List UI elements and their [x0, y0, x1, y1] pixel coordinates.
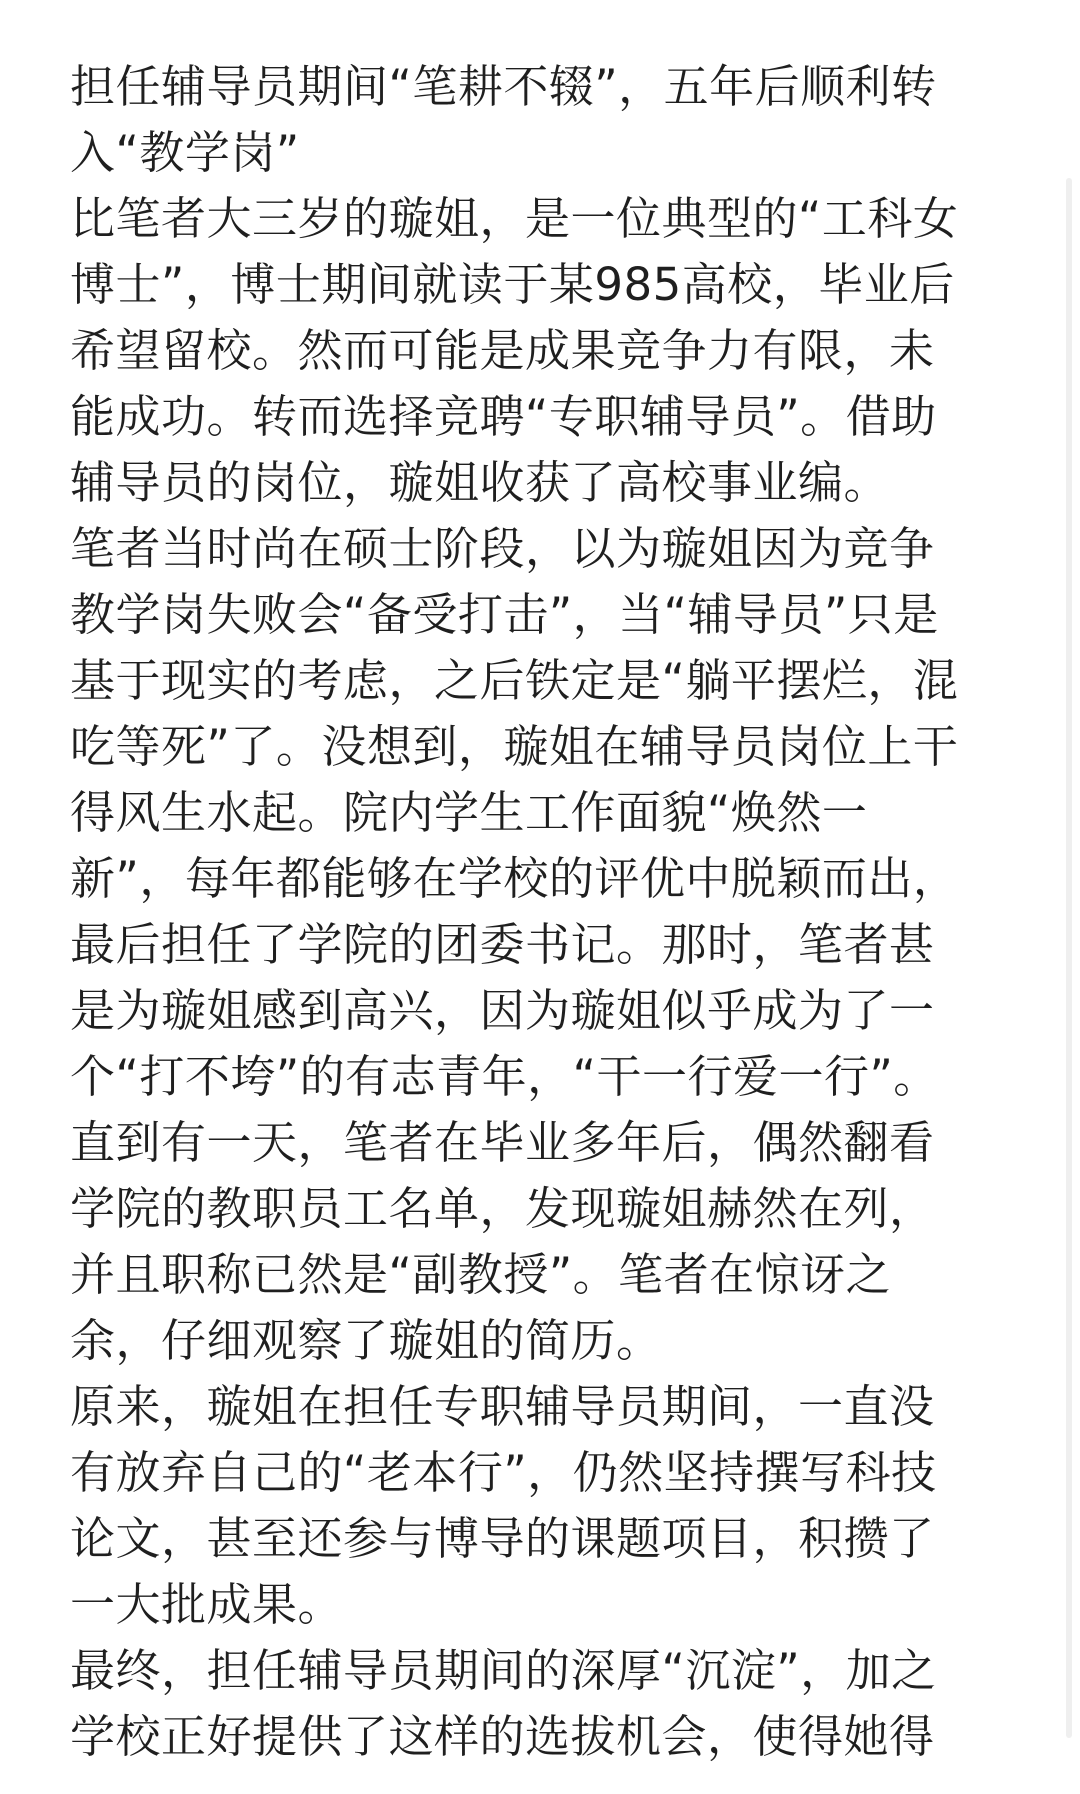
text-line: 最后担任了学院的团委书记。那时，笔者甚: [70, 918, 935, 971]
text-line: 得风生水起。院内学生工作面貌“焕然一: [70, 786, 868, 839]
text-line: 原来，璇姐在担任专职辅导员期间，一直没: [70, 1380, 935, 1433]
text-line: 吃等死”了。没想到，璇姐在辅导员岗位上干: [70, 720, 959, 773]
text-line: 直到有一天，笔者在毕业多年后，偶然翻看: [70, 1116, 935, 1169]
text-line: 有放弃自己的“老本行”，仍然坚持撰写科技: [70, 1446, 937, 1499]
text-line: 学院的教职员工名单，发现璇姐赫然在列，: [70, 1182, 935, 1235]
text-line: 学校正好提供了这样的选拔机会，使得她得: [70, 1710, 935, 1763]
text-line: 辅导员的岗位，璇姐收获了高校事业编。: [70, 456, 890, 509]
text-line: 比笔者大三岁的璇姐，是一位典型的“工科女: [70, 192, 959, 245]
text-line: 担任辅导员期间“笔耕不辍”，五年后顺利转: [70, 60, 937, 113]
scrollbar[interactable]: [1066, 178, 1072, 1738]
text-line: 新”，每年都能够在学校的评优中脱颖而出，: [70, 852, 959, 905]
text-line: 希望留校。然而可能是成果竞争力有限，未: [70, 324, 935, 377]
text-line: 能成功。转而选择竞聘“专职辅导员”。借助: [70, 390, 937, 443]
text-line: 并且职称已然是“副教授”。笔者在惊讶之: [70, 1248, 892, 1301]
text-line: 一大批成果。: [70, 1578, 344, 1631]
text-line: 余，仔细观察了璇姐的简历。: [70, 1314, 662, 1367]
text-line: 博士”，博士期间就读于某985高校，毕业后: [70, 258, 955, 311]
text-line: 教学岗失败会“备受打击”，当“辅导员”只是: [70, 588, 939, 641]
text-line: 个“打不垮”的有志青年，“干一行爱一行”。: [70, 1050, 939, 1103]
text-line: 最终，担任辅导员期间的深厚“沉淀”，加之: [70, 1644, 937, 1697]
text-line: 基于现实的考虑，之后铁定是“躺平摆烂，混: [70, 654, 959, 707]
text-line: 论文，甚至还参与博导的课题项目，积攒了: [70, 1512, 935, 1565]
text-line: 笔者当时尚在硕士阶段，以为璇姐因为竞争: [70, 522, 935, 575]
text-line: 是为璇姐感到高兴，因为璇姐似乎成为了一: [70, 984, 935, 1037]
article-body: [70, 54, 1020, 1770]
text-line: 入“教学岗”: [70, 126, 300, 179]
